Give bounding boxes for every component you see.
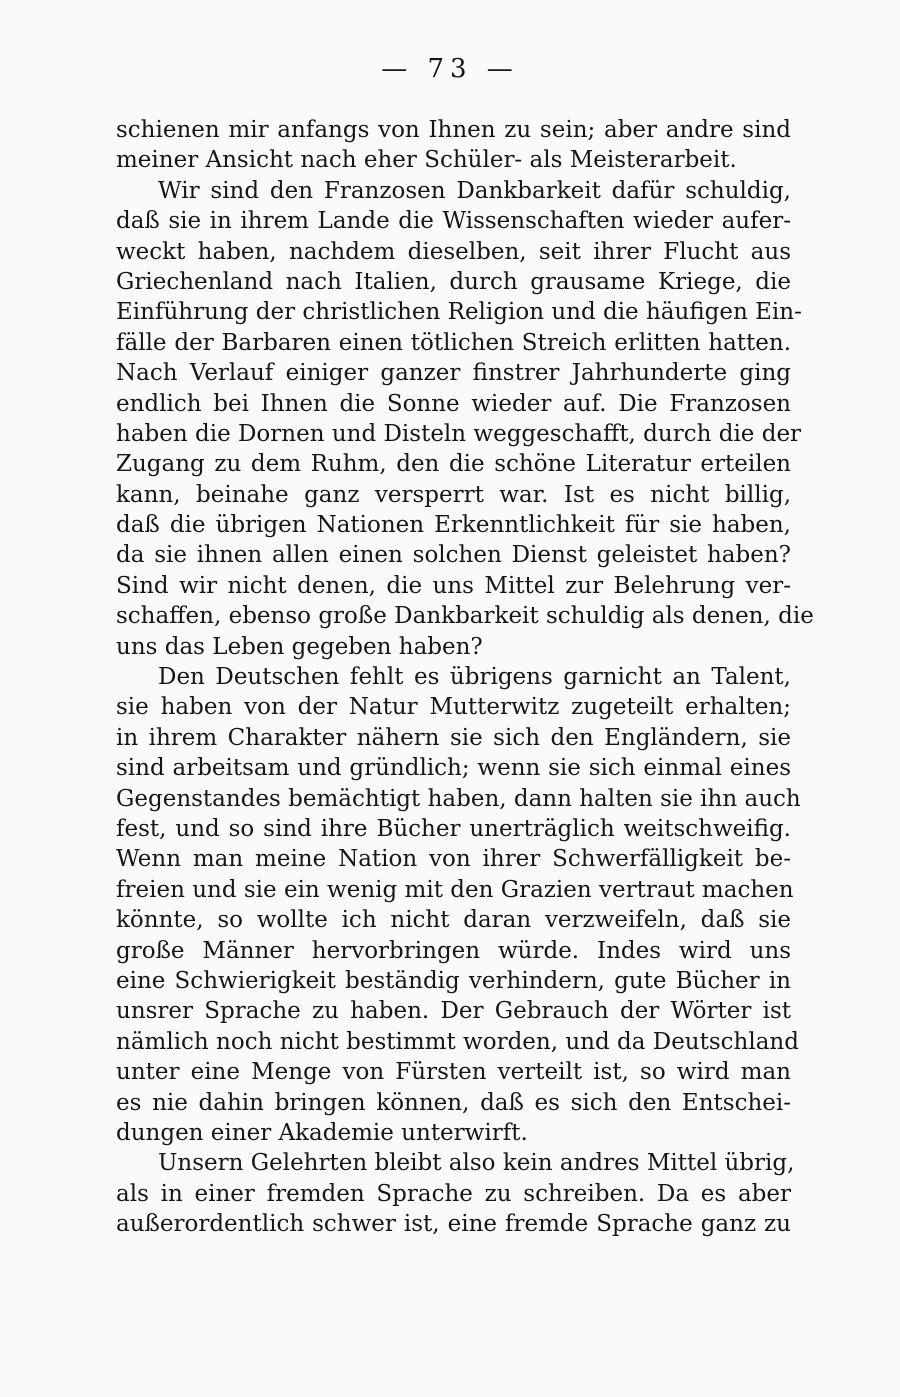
text-line: freien und sie ein wenig mit den Grazien vertraut machen — [116, 876, 794, 903]
text-line: uns das Leben gegeben haben? — [116, 633, 483, 660]
text-line: fest, und so sind ihre Bücher unerträglich weitschweifig. — [116, 815, 791, 842]
paragraph — [116, 1148, 795, 1239]
paragraph — [116, 176, 814, 662]
text-line: in ihrem Charakter nähern sie sich den Engländern, sie — [116, 724, 791, 751]
text-line: weckt haben, nachdem dieselben, seit ihrer Flucht aus — [116, 238, 791, 265]
text-line: könnte, so wollte ich nicht daran verzweifeln, daß sie — [116, 907, 791, 934]
text-line: Unsern Gelehrten bleibt also kein andres Mittel übrig, — [158, 1150, 795, 1177]
text-line: haben die Dornen und Disteln weggeschafft, durch die der — [116, 420, 802, 447]
paragraph — [116, 662, 801, 1148]
text-line: Zugang zu dem Ruhm, den die schöne Literatur erteilen — [116, 451, 791, 478]
text-line: schienen mir anfangs von Ihnen zu sein; aber andre sind — [116, 117, 791, 143]
text-line: daß sie in ihrem Lande die Wissenschaften wieder aufer- — [116, 208, 791, 235]
page-number-header: — 73 — — [381, 54, 519, 84]
text-line: eine Schwierigkeit beständig verhindern, gute Bücher in — [116, 967, 791, 994]
paragraph-container — [116, 115, 814, 1239]
text-line: Sind wir nicht denen, die uns Mittel zur Belehrung ver- — [116, 572, 791, 599]
body-text — [116, 115, 814, 1239]
text-line: außerordentlich schwer ist, eine fremde Sprache ganz zu — [116, 1211, 791, 1238]
text-line: Den Deutschen fehlt es übrigens garnicht an Talent, — [158, 664, 791, 691]
text-line: sind arbeitsam und gründlich; wenn sie sich einmal eines — [116, 755, 791, 782]
text-line: schaffen, ebenso große Dankbarkeit schuldig als denen, die — [116, 603, 814, 630]
text-line: große Männer hervorbringen würde. Indes wird uns — [116, 937, 791, 964]
text-line: endlich bei Ihnen die Sonne wieder auf. Die Franzosen — [116, 390, 791, 417]
text-line: dungen einer Akademie unterwirft. — [116, 1119, 528, 1146]
text-line: da sie ihnen allen einen solchen Dienst geleistet haben? — [116, 542, 791, 569]
text-line: daß die übrigen Nationen Erkenntlichkeit für sie haben, — [116, 512, 791, 539]
text-line: Wenn man meine Nation von ihrer Schwerfälligkeit be- — [116, 846, 791, 873]
text-line: Einführung der christlichen Religion und die häufigen Ein- — [116, 299, 802, 326]
text-line: als in einer fremden Sprache zu schreiben. Da es aber — [116, 1180, 791, 1207]
paragraph — [116, 115, 791, 176]
text-line: unter eine Menge von Fürsten verteilt ist, so wird man — [116, 1059, 791, 1086]
text-line: Griechenland nach Italien, durch grausame Kriege, die — [116, 268, 791, 295]
text-line: Wir sind den Franzosen Dankbarkeit dafür schuldig, — [158, 177, 791, 204]
text-line: unsrer Sprache zu haben. Der Gebrauch der Wörter ist — [116, 998, 791, 1025]
text-line: fälle der Barbaren einen tötlichen Streich erlitten hatten. — [116, 329, 791, 356]
text-line: kann, beinahe ganz versperrt war. Ist es nicht billig, — [116, 481, 791, 508]
text-line: Gegenstandes bemächtigt haben, dann halten sie ihn auch — [116, 785, 801, 812]
text-line: nämlich noch nicht bestimmt worden, und da Deutschland — [116, 1028, 799, 1055]
text-line: meiner Ansicht nach eher Schüler- als Meisterarbeit. — [116, 147, 737, 174]
text-line: Nach Verlauf einiger ganzer finstrer Jahrhunderte ging — [116, 360, 791, 387]
text-line: sie haben von der Natur Mutterwitz zugeteilt erhalten; — [116, 694, 791, 721]
text-line: es nie dahin bringen können, daß es sich den Entschei- — [116, 1089, 791, 1116]
